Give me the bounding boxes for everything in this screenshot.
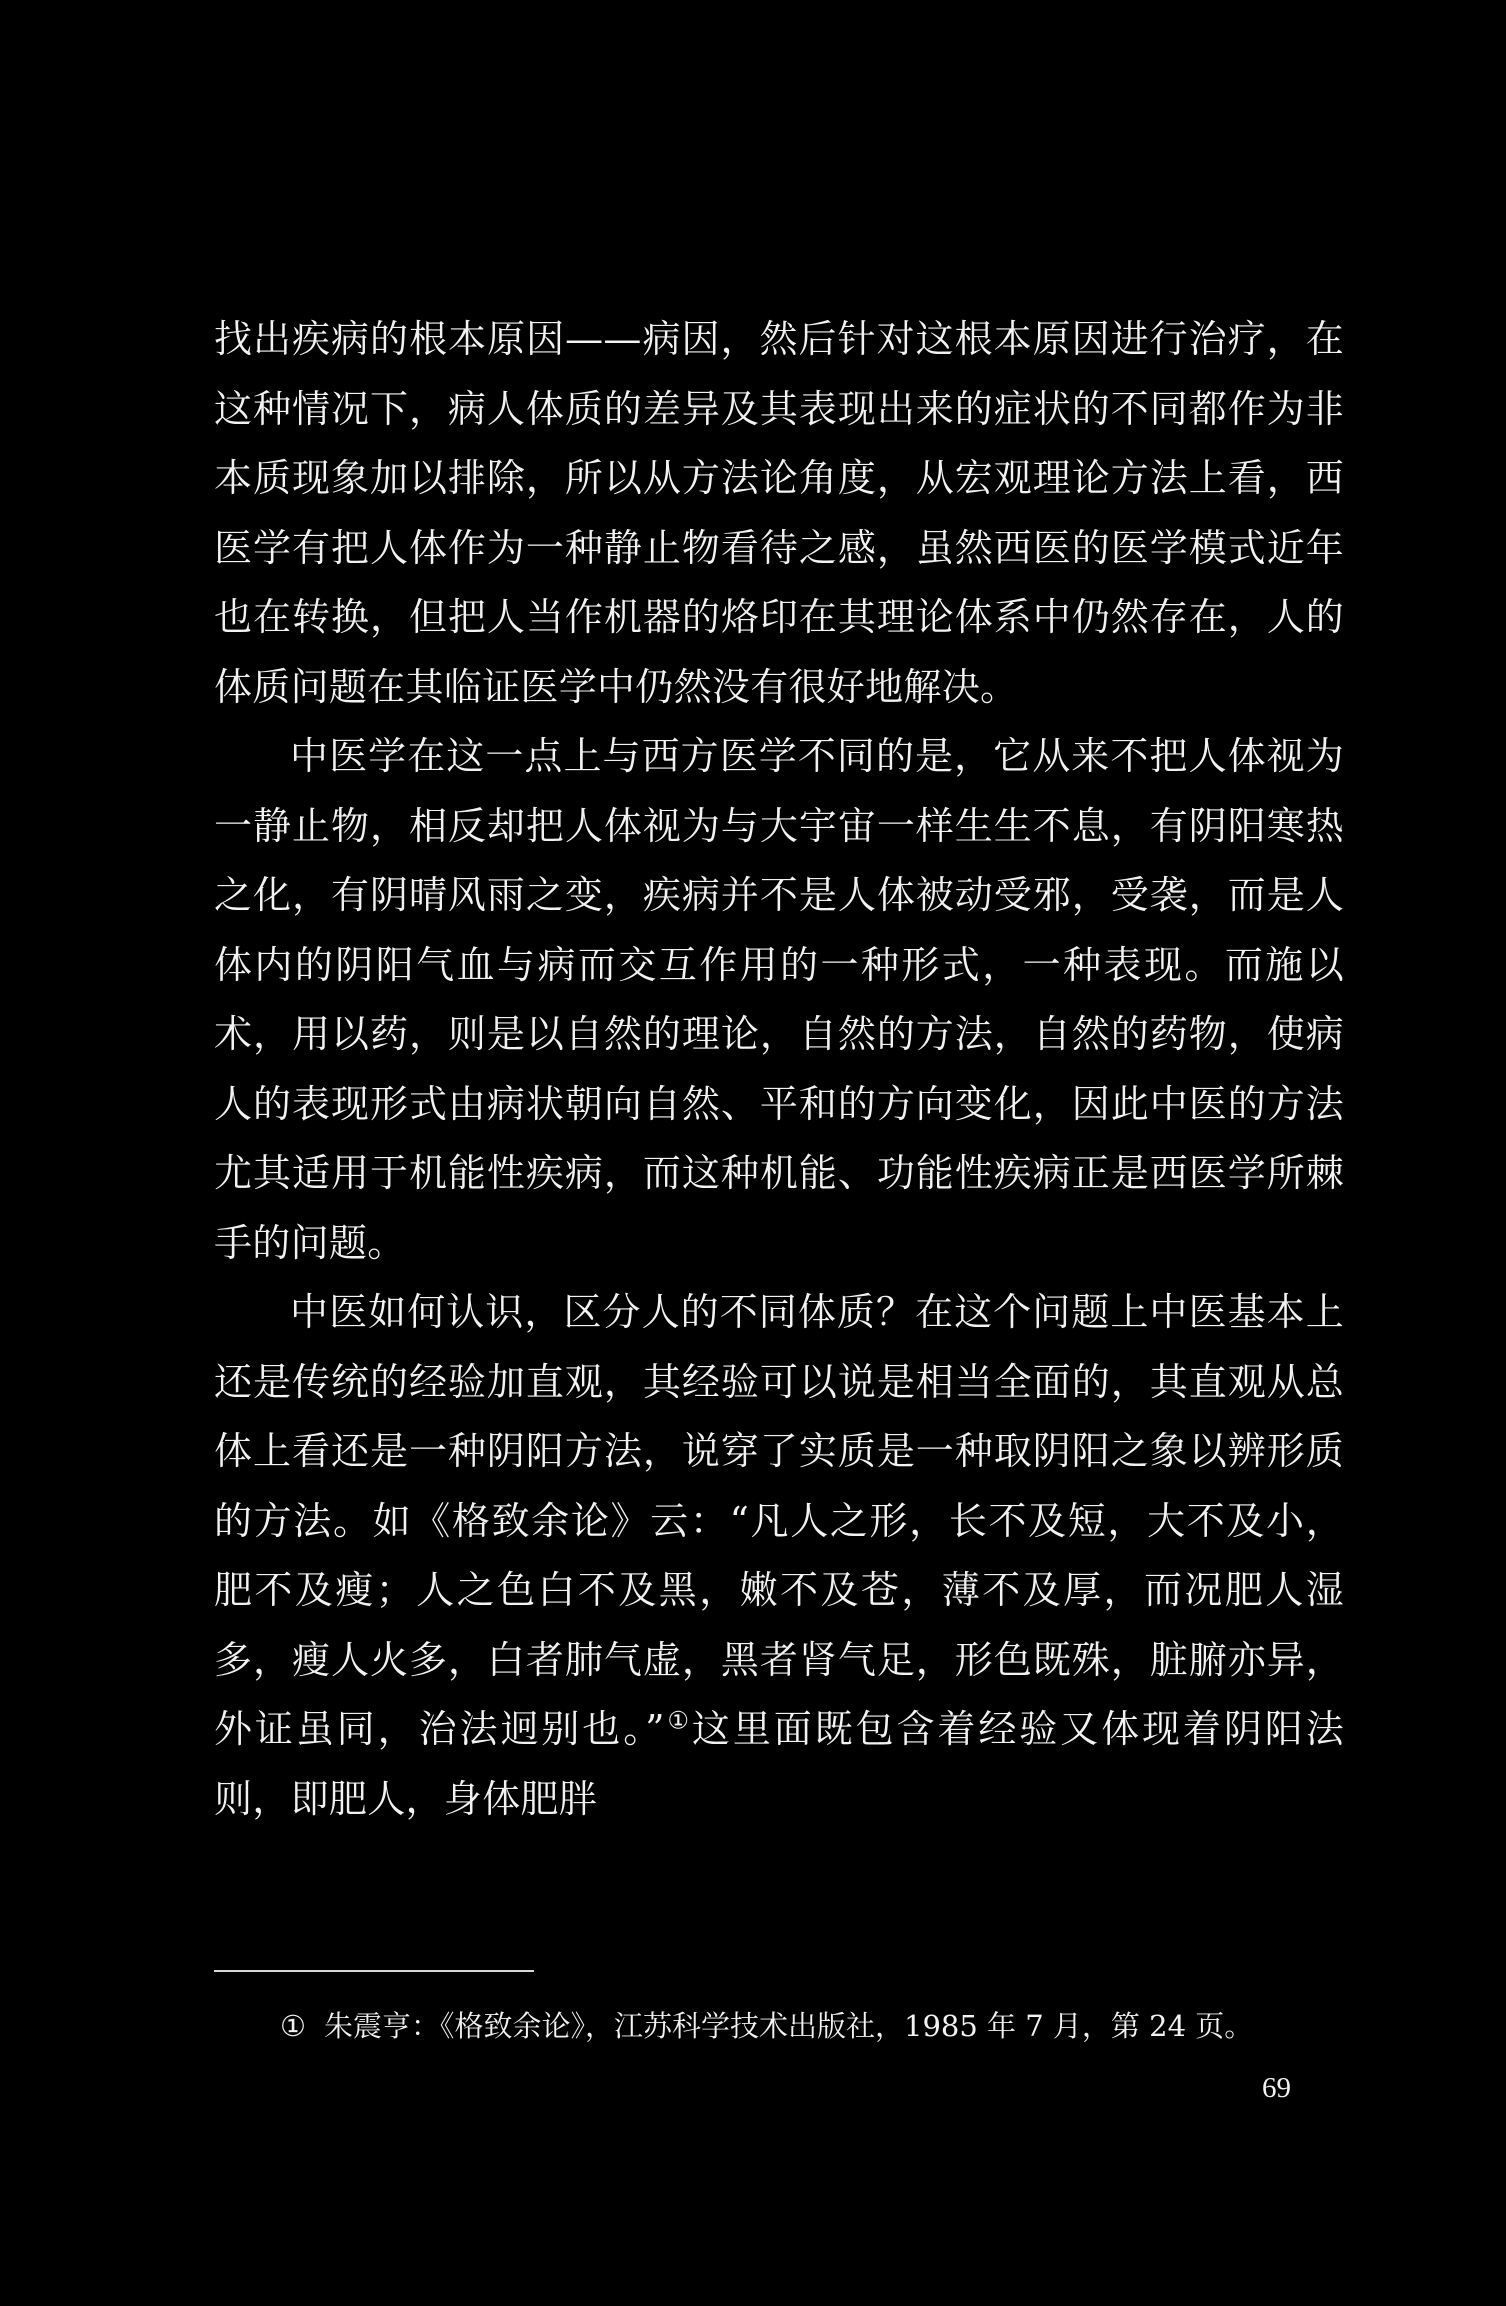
paragraph-3-text: 中医如何认识，区分人的不同体质？在这个问题上中医基本上还是传统的经验加直观，其经验可以说是相当全面的，其直观从总体上看还是一种阴阳方法，说穿了实质是一种取阴阳之象以辨形质的方法。如《格致余论》云：“凡人之形，长不及短，大不及小，肥不及瘦；人之色白不及黑，嫩不及苍，薄不及厚，而况肥人湿多，瘦人火多，白者肺气虚，黑者肾气足，形色既殊，脏腑亦异，外证虽同，治法迥别也。” [214, 1290, 1344, 1751]
paragraph-3-text-continued: 这里面既包含着经验又体现着阴阳法则，即肥人，身体肥胖 [214, 1707, 1344, 1821]
footnote [280, 2006, 1360, 2046]
footnote-divider [214, 1970, 534, 1972]
footnote-marker: ① [664, 1706, 692, 1735]
paragraph-1-text: 找出疾病的根本原因——病因，然后针对这根本原因进行治疗，在这种情况下，病人体质的差异及其表现出来的症状的不同都作为非本质现象加以排除，所以从方法论角度，从宏观理论方法上看，西医学有把人体作为一种静止物看待之感，虽然西医的医学模式近年也在转换，但把人当作机器的烙印在其理论体系中仍然存在，人的体质问题在其临证医学中仍然没有很好地解决。 [214, 317, 1344, 709]
paragraph-2-text: 中医学在这一点上与西方医学不同的是，它从来不把人体视为一静止物，相反却把人体视为与大宇宙一样生生不息，有阴阳寒热之化，有阴晴风雨之变，疾病并不是人体被动受邪，受袭，而是人体内的阴阳气血与病而交互作用的一种形式，一种表现。而施以术，用以药，则是以自然的理论，自然的方法，自然的药物，使病人的表现形式由病状朝向自然、平和的方向变化，因此中医的方法尤其适用于机能性疾病，而这种机能、功能性疾病正是西医学所棘手的问题。 [214, 734, 1344, 1265]
footnote-number: ① [280, 2009, 306, 2043]
footnote-text: 朱震亨：《格致余论》，江苏科学技术出版社，1985 年 7 月，第 24 页。 [324, 2009, 1254, 2043]
main-text [214, 305, 1344, 1834]
paragraph-3 [214, 1278, 1344, 1834]
paragraph-1 [214, 305, 1344, 722]
page-number: 69 [1262, 2072, 1291, 2104]
paragraph-2 [214, 722, 1344, 1278]
